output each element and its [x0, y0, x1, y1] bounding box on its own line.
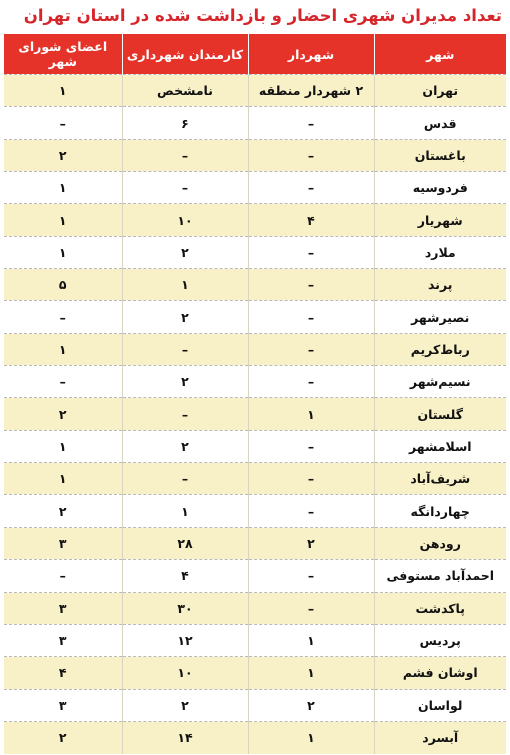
header-row [4, 34, 506, 75]
cell-council: ۴ [4, 657, 122, 689]
table-row [4, 463, 506, 495]
cell-council: ۲ [4, 721, 122, 753]
cell-city: باغستان [374, 139, 506, 171]
cell-mayor: – [248, 495, 374, 527]
cell-mayor: – [248, 301, 374, 333]
cell-city: لواسان [374, 689, 506, 721]
cell-mayor: – [248, 333, 374, 365]
cell-mayor: ۲ شهردار منطقه [248, 75, 374, 107]
cell-city: آبسرد [374, 721, 506, 753]
cell-council: ۲ [4, 139, 122, 171]
cell-council: ۱ [4, 463, 122, 495]
cell-council: ۱ [4, 172, 122, 204]
table-row [4, 139, 506, 171]
cell-staff: ۶ [122, 107, 248, 139]
table-row [4, 430, 506, 462]
cell-council: – [4, 107, 122, 139]
cell-staff: – [122, 139, 248, 171]
cell-staff: – [122, 333, 248, 365]
cell-council: ۳ [4, 689, 122, 721]
column-header-staff: کارمندان شهرداری [122, 34, 248, 75]
cell-mayor: – [248, 107, 374, 139]
table-header [4, 34, 506, 75]
table-row [4, 592, 506, 624]
cell-city: احمدآباد مستوفی [374, 560, 506, 592]
cell-city: پاکدشت [374, 592, 506, 624]
cell-city: شریف‌آباد [374, 463, 506, 495]
cell-mayor: – [248, 366, 374, 398]
cell-city: نصیرشهر [374, 301, 506, 333]
cell-mayor: – [248, 172, 374, 204]
cell-staff: ۱۴ [122, 721, 248, 753]
cell-staff: ۲ [122, 301, 248, 333]
cell-staff: ۱۰ [122, 204, 248, 236]
cell-staff: – [122, 398, 248, 430]
cell-mayor: – [248, 236, 374, 268]
cell-mayor: ۲ [248, 527, 374, 559]
cell-mayor: ۱ [248, 657, 374, 689]
cell-staff: ۲ [122, 430, 248, 462]
cell-city: فردوسیه [374, 172, 506, 204]
cell-city: رباط‌کریم [374, 333, 506, 365]
cell-city: گلستان [374, 398, 506, 430]
cell-mayor: ۱ [248, 721, 374, 753]
table-row [4, 657, 506, 689]
table-row [4, 721, 506, 753]
table-row [4, 333, 506, 365]
cell-city: تهران [374, 75, 506, 107]
cell-council: ۱ [4, 236, 122, 268]
table-row [4, 301, 506, 333]
cell-council: ۳ [4, 592, 122, 624]
table-row [4, 107, 506, 139]
cell-staff: ۲ [122, 236, 248, 268]
cell-staff: ۳۰ [122, 592, 248, 624]
cell-staff: ۴ [122, 560, 248, 592]
cell-council: ۳ [4, 624, 122, 656]
cell-staff: ۲۸ [122, 527, 248, 559]
table-row [4, 269, 506, 301]
cell-staff: – [122, 172, 248, 204]
cell-council: – [4, 560, 122, 592]
table-row [4, 560, 506, 592]
cell-staff: ۱۰ [122, 657, 248, 689]
table-row [4, 366, 506, 398]
cell-mayor: – [248, 269, 374, 301]
table-row [4, 75, 506, 107]
cell-city: قدس [374, 107, 506, 139]
cell-city: پردیس [374, 624, 506, 656]
cell-mayor: – [248, 430, 374, 462]
cell-staff: ۱ [122, 269, 248, 301]
page-title: تعداد مدیران شهری احضار و بازداشت شده در استان تهران [23, 6, 502, 25]
cell-mayor: – [248, 592, 374, 624]
cell-city: رودهن [374, 527, 506, 559]
cell-staff: ۲ [122, 366, 248, 398]
cell-city: اسلامشهر [374, 430, 506, 462]
cell-mayor: – [248, 139, 374, 171]
column-header-mayor: شهردار [248, 34, 374, 75]
table-body [4, 75, 506, 754]
cell-city: شهریار [374, 204, 506, 236]
cell-council: ۵ [4, 269, 122, 301]
table-row [4, 689, 506, 721]
arrests-table [4, 34, 506, 754]
table-row [4, 172, 506, 204]
cell-council: ۱ [4, 430, 122, 462]
cell-mayor: ۴ [248, 204, 374, 236]
cell-city: پرند [374, 269, 506, 301]
cell-staff: ۱۲ [122, 624, 248, 656]
cell-city: اوشان فشم [374, 657, 506, 689]
column-header-council: اعضای شورای شهر [4, 34, 122, 75]
table-row [4, 527, 506, 559]
cell-staff: ۲ [122, 689, 248, 721]
cell-council: ۱ [4, 333, 122, 365]
column-header-city: شهر [374, 34, 506, 75]
cell-council: ۲ [4, 495, 122, 527]
cell-city: ملارد [374, 236, 506, 268]
table-row [4, 204, 506, 236]
cell-mayor: ۱ [248, 624, 374, 656]
table-row [4, 495, 506, 527]
cell-staff: ۱ [122, 495, 248, 527]
table-row [4, 624, 506, 656]
cell-mayor: – [248, 560, 374, 592]
table-row [4, 398, 506, 430]
cell-staff: نامشخص [122, 75, 248, 107]
cell-mayor: – [248, 463, 374, 495]
cell-mayor: ۱ [248, 398, 374, 430]
cell-city: نسیم‌شهر [374, 366, 506, 398]
table-row [4, 236, 506, 268]
cell-council: ۲ [4, 398, 122, 430]
cell-council: ۱ [4, 204, 122, 236]
cell-council: – [4, 366, 122, 398]
cell-city: چهاردانگه [374, 495, 506, 527]
cell-council: ۱ [4, 75, 122, 107]
cell-council: ۳ [4, 527, 122, 559]
cell-staff: – [122, 463, 248, 495]
cell-mayor: ۲ [248, 689, 374, 721]
cell-council: – [4, 301, 122, 333]
